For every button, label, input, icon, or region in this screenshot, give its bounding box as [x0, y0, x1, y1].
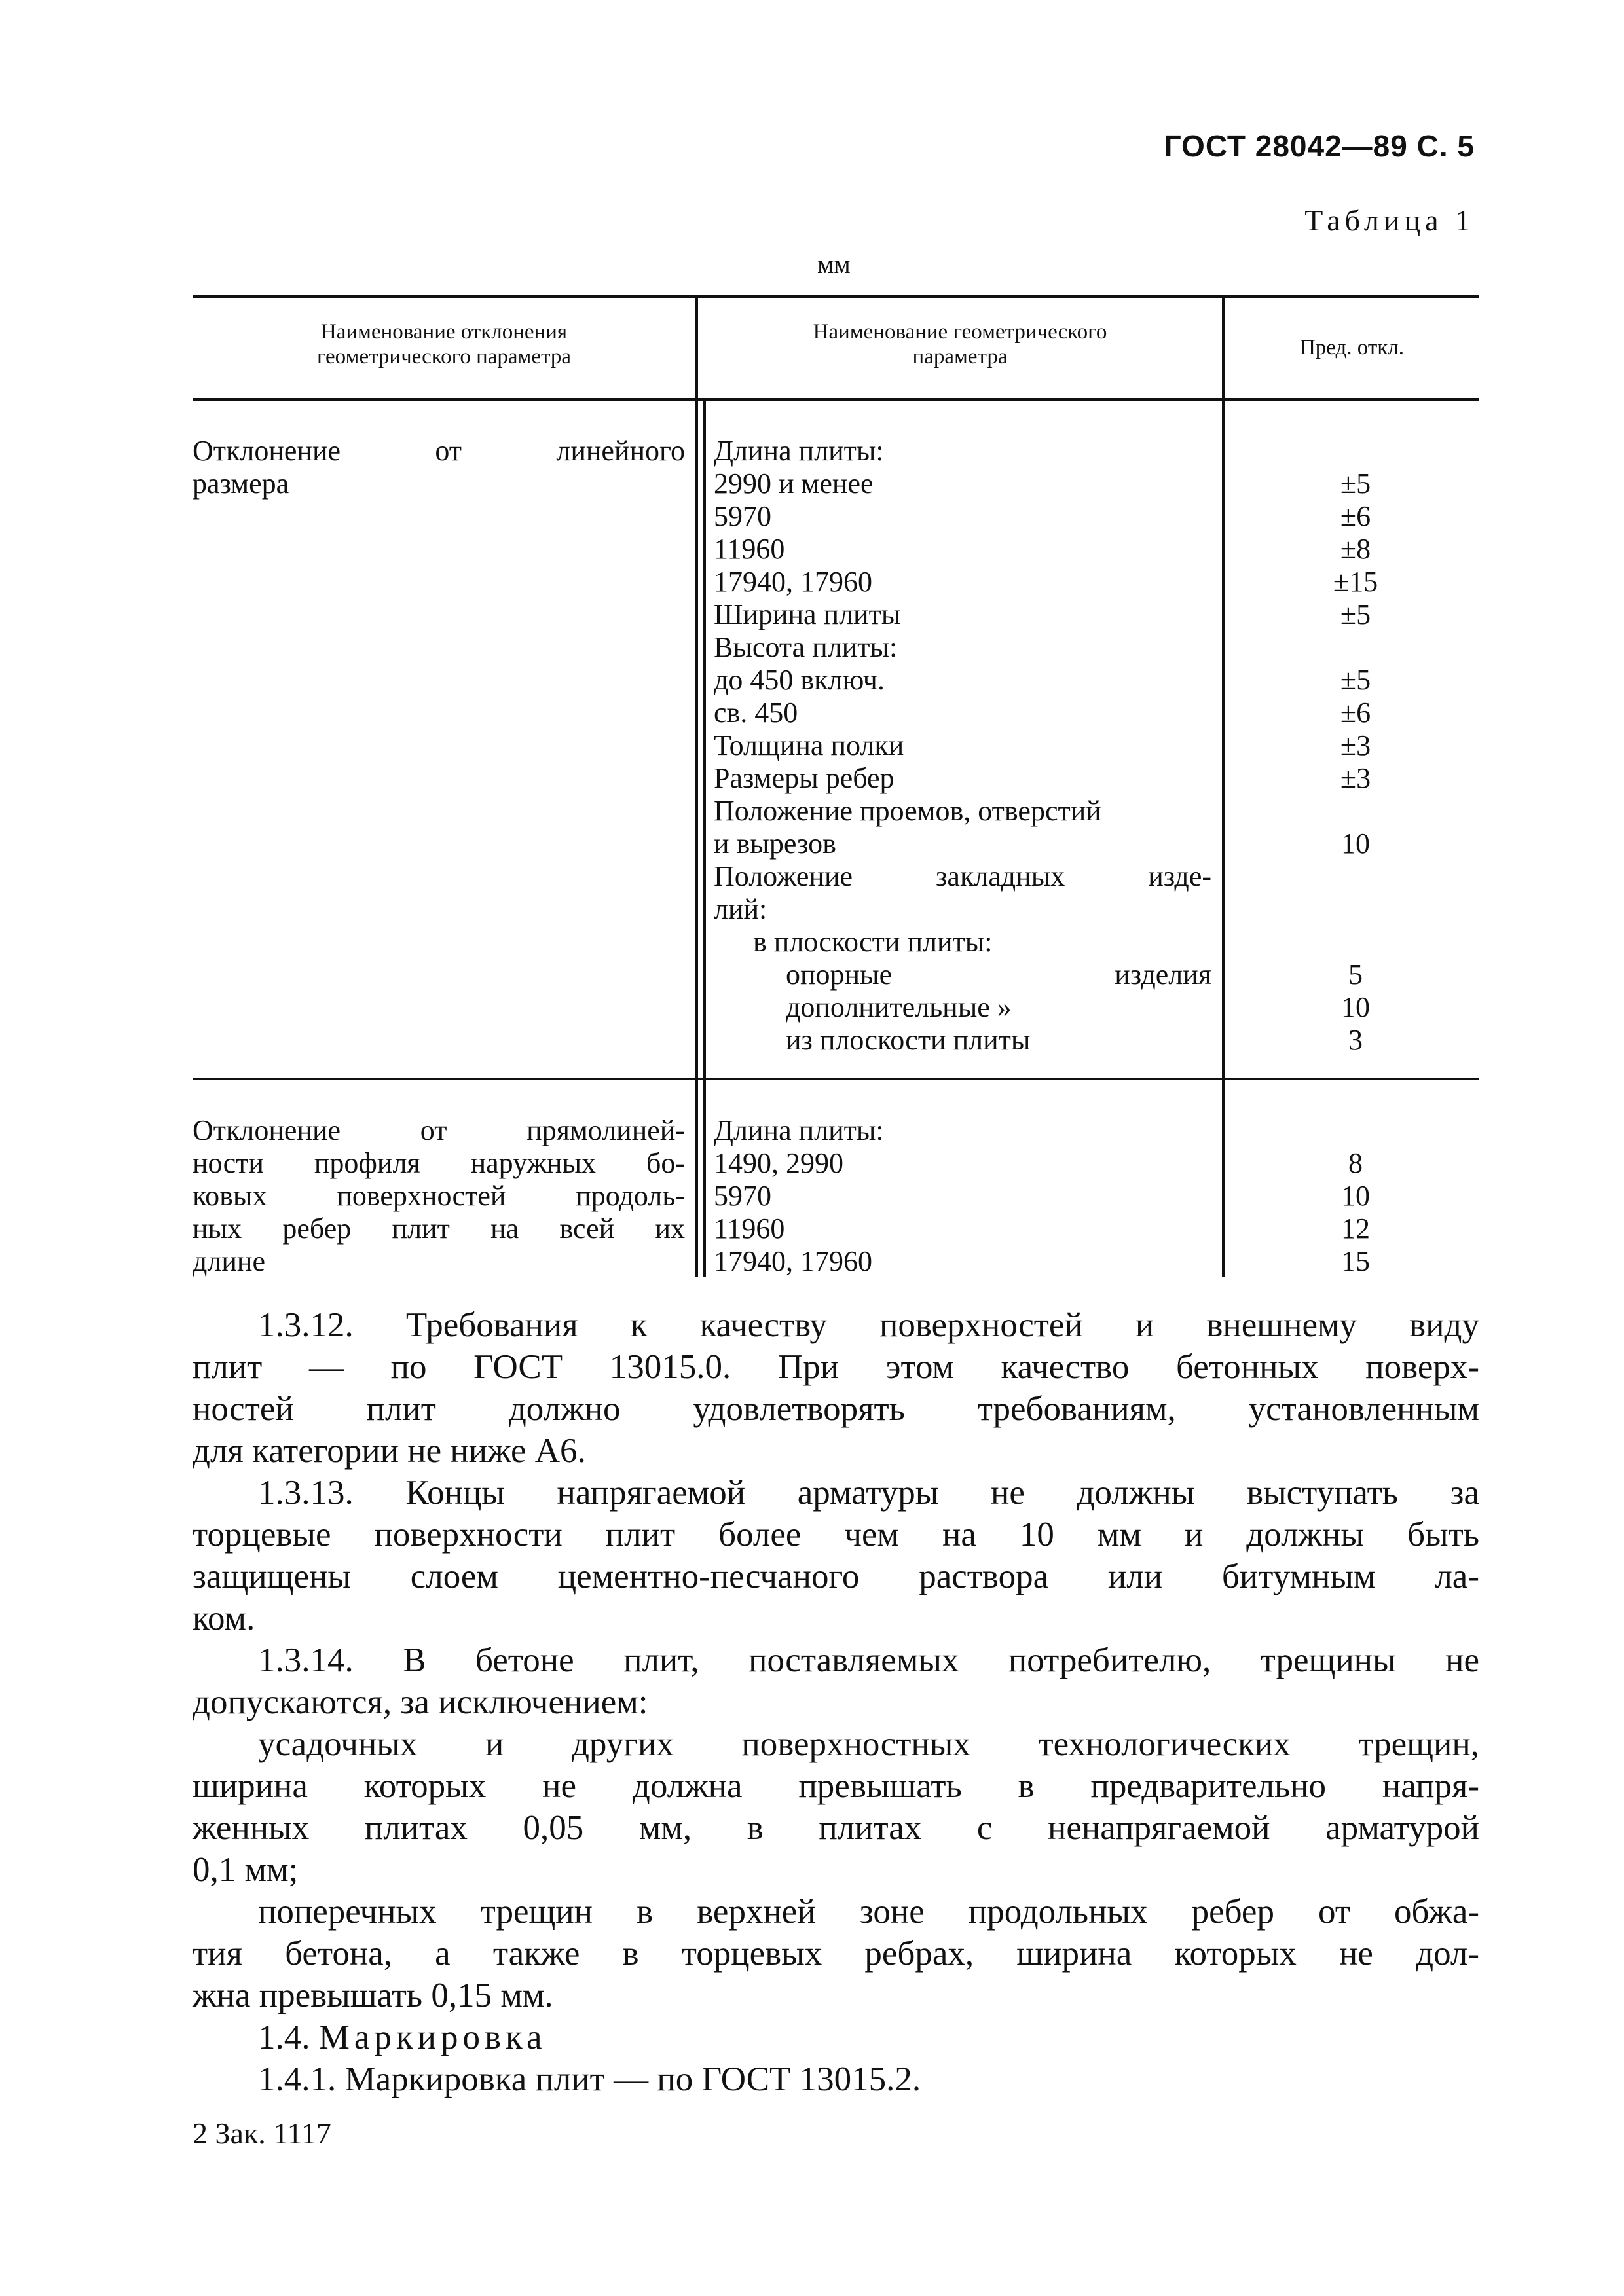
- table-caption: Таблица 1: [1304, 204, 1475, 237]
- page-footer-note: 2 Зак. 1117: [193, 2117, 331, 2150]
- param-row: 17940, 17960: [714, 566, 872, 598]
- value-cell: 10: [1341, 991, 1370, 1023]
- body-text: [193, 1304, 1479, 2100]
- document-header: ГОСТ 28042—89 С. 5: [1164, 129, 1475, 163]
- param-row: Размеры ребер: [714, 762, 895, 794]
- paragraph-2-line: торцевые поверхности плит более чем на 10 мм и должны быть: [193, 1516, 1479, 1554]
- param-row: 1490, 2990: [714, 1147, 843, 1179]
- paragraph-4-line: 0,1 мм;: [193, 1851, 299, 1889]
- value-cell: 15: [1341, 1245, 1370, 1277]
- value-cell: [1231, 631, 1480, 664]
- param-row: Высота плиты:: [714, 631, 898, 663]
- value-cell: ±6: [1340, 697, 1371, 729]
- table-header-col2: Наименование геометрического параметра: [813, 320, 1107, 369]
- table-group-rule: [193, 1078, 1479, 1080]
- param-row: 11960: [714, 533, 785, 565]
- value-cell: [1231, 435, 1480, 467]
- paragraph-4-line: усадочных и других поверхностных технологических трещин,: [258, 1725, 1479, 1763]
- paragraph-1-line: 1.3.12. Требования к качеству поверхностей и внешнему виду: [258, 1306, 1479, 1344]
- paragraph-2-line: 1.3.13. Концы напрягаемой арматуры не должны выступать за: [258, 1474, 1479, 1512]
- param-row: дополнительные »: [786, 991, 1012, 1023]
- value-cell: 10: [1341, 1180, 1370, 1212]
- value-cell: 8: [1348, 1147, 1363, 1179]
- value-cell: ±15: [1333, 566, 1378, 598]
- param-row: лий:: [714, 893, 767, 925]
- table-top-rule: [193, 295, 1479, 298]
- param-row: Длина плиты:: [714, 1114, 884, 1146]
- param-row: Положение закладных изде-: [714, 860, 1211, 892]
- paragraph-2-line: защищены слоем цементно-песчаного раствора или битумным ла-: [193, 1558, 1479, 1595]
- paragraph-1-line: плит — по ГОСТ 13015.0. При этом качество бетонных поверх-: [193, 1348, 1479, 1386]
- value-cell: 10: [1341, 828, 1370, 860]
- value-cell: 12: [1341, 1212, 1370, 1245]
- param-row: из плоскости плиты: [786, 1024, 1031, 1056]
- table-col-divider-1: [695, 298, 698, 1277]
- value-cell: [1231, 860, 1480, 893]
- table-units: мм: [817, 249, 851, 279]
- param-row: 17940, 17960: [714, 1245, 872, 1277]
- group1-deviation: Отклонение от линейного размера: [193, 435, 685, 500]
- table-header-col1: Наименование отклонения геометрического параметра: [316, 320, 572, 369]
- value-cell: ±3: [1340, 762, 1371, 794]
- paragraph-4-line: женных плитах 0,05 мм, в плитах с ненапрягаемой арматурой: [193, 1809, 1479, 1847]
- value-cell: ±6: [1340, 500, 1371, 532]
- group1-values: [1231, 435, 1480, 1057]
- param-row: Длина плиты:: [714, 435, 884, 467]
- group2-values: [1231, 1114, 1480, 1278]
- param-row: и вырезов: [714, 828, 836, 860]
- section-number: 1.4.: [258, 2018, 310, 2056]
- table-col-divider-1b: [703, 401, 706, 1277]
- param-row: 2990 и менее: [714, 467, 874, 500]
- param-row: Толщина полки: [714, 729, 904, 761]
- paragraph-2-line: ком.: [193, 1599, 255, 1637]
- value-cell: [1231, 893, 1480, 926]
- group2-params: [714, 1114, 884, 1278]
- table-header-rule: [193, 398, 1479, 401]
- paragraph-3-line: допускаются, за исключением:: [193, 1683, 648, 1721]
- paragraph-4-line: ширина которых не должна превышать в предварительно напря-: [193, 1767, 1479, 1805]
- section-heading: [193, 2016, 1479, 2058]
- table-header-col3: Пред. откл.: [1299, 336, 1405, 359]
- group2-deviation: Отклонение от прямолиней- ности профиля наружных бо- ковых поверхностей продоль- ных ребер плит на всей их длине: [193, 1114, 685, 1277]
- value-cell: 3: [1348, 1024, 1363, 1056]
- section-title: Маркировка: [318, 2018, 547, 2056]
- param-row: 5970: [714, 500, 771, 532]
- param-row: 5970: [714, 1180, 771, 1212]
- param-row: в плоскости плиты:: [753, 926, 993, 958]
- value-cell: ±8: [1340, 533, 1371, 565]
- value-cell: ±5: [1340, 467, 1371, 500]
- group1-params: [714, 435, 1211, 1057]
- value-cell: ±5: [1340, 598, 1371, 630]
- paragraph-5-line: тия бетона, а также в торцевых ребрах, ширина которых не дол-: [193, 1935, 1479, 1973]
- table-col-divider-2b: [1222, 401, 1225, 1277]
- value-cell: [1231, 926, 1480, 958]
- value-cell: [1231, 1114, 1480, 1147]
- param-row: Ширина плиты: [714, 598, 901, 630]
- paragraph-3-line: 1.3.14. В бетоне плит, поставляемых потребителю, трещины не: [258, 1641, 1479, 1679]
- paragraph-6: 1.4.1. Маркировка плит — по ГОСТ 13015.2.: [258, 2060, 921, 2098]
- paragraph-5-line: поперечных трещин в верхней зоне продольных ребер от обжа-: [258, 1893, 1479, 1931]
- value-cell: ±5: [1340, 664, 1371, 696]
- value-cell: [1231, 795, 1480, 828]
- paragraph-1-line: для категории не ниже А6.: [193, 1432, 586, 1470]
- param-row: св. 450: [714, 697, 798, 729]
- value-cell: ±3: [1340, 729, 1371, 761]
- param-row: 11960: [714, 1212, 785, 1245]
- param-row: Положение проемов, отверстий: [714, 795, 1101, 827]
- value-cell: 5: [1348, 958, 1363, 991]
- param-row: опорные изделия: [786, 958, 1211, 991]
- param-row: до 450 включ.: [714, 664, 885, 696]
- paragraph-5-line: жна превышать 0,15 мм.: [193, 1977, 553, 2014]
- paragraph-1-line: ностей плит должно удовлетворять требованиям, установленным: [193, 1390, 1479, 1428]
